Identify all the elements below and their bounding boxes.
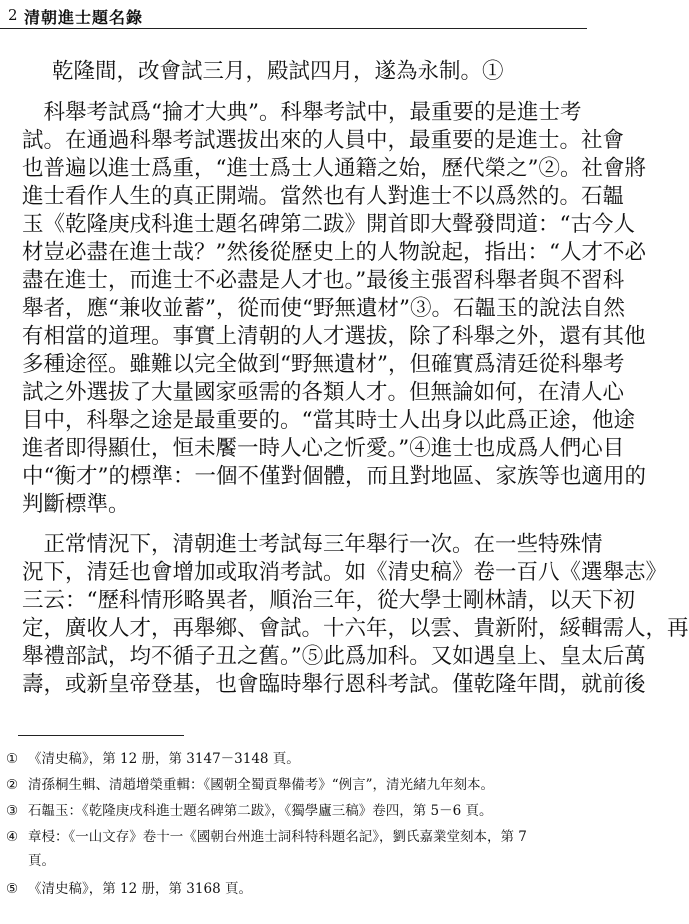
footnote bbox=[6, 776, 581, 794]
footnote-text: 《清史稿》，第 12 册，第 3147－3148 頁。 bbox=[28, 751, 300, 767]
body-line: 玉《乾隆庚戌科進士題名碑第二跋》開首即大聲發問道：“古今人 bbox=[22, 212, 635, 237]
page-number: 2 bbox=[8, 6, 18, 24]
footnote-text: 頁。 bbox=[28, 853, 55, 869]
footnote-mark: ① bbox=[6, 751, 19, 767]
body-line: 定，廣收人才，再舉鄉、會試。十六年，以雲、貴新附，綏輯需人，再 bbox=[22, 616, 689, 641]
body-line: 中“衡才”的標準：一個不僅對個體，而且對地區、家族等也適用的 bbox=[22, 464, 646, 489]
body-line: 進士看作人生的真正開端。當然也有人對進士不以爲然的。石韞 bbox=[22, 184, 625, 209]
footnote bbox=[6, 880, 581, 898]
footnote-mark: ⑤ bbox=[6, 881, 19, 897]
body-line: 試之外選拔了大量國家亟需的各類人才。但無論如何，在清人心 bbox=[22, 380, 625, 405]
body-line: 壽，或新皇帝登基，也會臨時舉行恩科考試。僅乾隆年間，就前後 bbox=[22, 672, 646, 697]
body-line: 科舉考試爲“掄才大典”。科舉考試中，最重要的是進士考 bbox=[22, 100, 582, 125]
body-line: 進者即得顯仕，恒未饜一時人心之忻愛。”④進士也成爲人們心目 bbox=[22, 436, 625, 461]
body-line: 目中，科舉之途是最重要的。“當其時士人出身以此爲正途，他途 bbox=[22, 408, 635, 433]
footnote bbox=[6, 802, 581, 820]
footnote bbox=[6, 828, 581, 846]
page-header bbox=[0, 2, 587, 29]
body-line: 材豈必盡在進士哉？”然後從歷史上的人物說起，指出：“人才不必 bbox=[22, 240, 646, 265]
footnote-text: 石韞玉：《乾隆庚戌科進士題名碑第二跋》，《獨學廬三稿》卷四，第 5－6 頁。 bbox=[28, 803, 493, 819]
footnote-mark: ③ bbox=[6, 803, 19, 819]
footnote-text: 清孫桐生輯、清趙增榮重輯：《國朝全蜀貢舉備考》“例言”，清光緒九年刻本。 bbox=[28, 777, 495, 793]
footnote-text: 章梫：《一山文存》卷十一《國朝台州進士詞科特科題名記》，劉氏嘉業堂刻本，第 7 bbox=[28, 829, 527, 845]
body-line: 正常情況下，清朝進士考試每三年舉行一次。在一些特殊情 bbox=[22, 532, 603, 557]
body-line: 三云：“歷科情形略異者，順治三年，從大學士剛林請，以天下初 bbox=[22, 588, 635, 613]
footnote bbox=[6, 852, 581, 870]
body-line: 多種途徑。雖難以完全做到“野無遺材”，但確實爲清廷從科舉考 bbox=[22, 352, 625, 377]
body-line: 乾隆間，改會試三月，殿試四月，遂為永制。① bbox=[52, 59, 504, 84]
body-line: 試。在通過科舉考試選拔出來的人員中，最重要的是進士。社會 bbox=[22, 128, 625, 153]
footnote-mark: ④ bbox=[6, 829, 19, 845]
body-line: 況下，清廷也會增加或取消考試。如《清史稿》卷一百八《選舉志》 bbox=[22, 560, 668, 585]
footnote-text: 《清史稿》，第 12 册，第 3168 頁。 bbox=[28, 881, 252, 897]
body-line: 有相當的道理。事實上清朝的人才選拔，除了科舉之外，還有其他 bbox=[22, 324, 646, 349]
running-title: 清朝進士題名錄 bbox=[24, 8, 144, 27]
footnote-mark: ② bbox=[6, 777, 19, 793]
footnote bbox=[6, 750, 581, 768]
footnote-divider bbox=[18, 735, 184, 736]
body-line: 舉者，應“兼收並蓄”，從而使“野無遺材”③。石韞玉的說法自然 bbox=[22, 296, 625, 321]
body-line: 盡在進士，而進士不必盡是人才也。”最後主張習科舉者與不習科 bbox=[22, 268, 625, 293]
body-line: 判斷標準。 bbox=[22, 492, 130, 517]
body-line: 舉禮部試，均不循子丑之舊。”⑤此爲加科。又如遇皇上、皇太后萬 bbox=[22, 644, 646, 669]
body-line: 也普遍以進士爲重，“進士爲士人通籍之始，歷代榮之”②。社會將 bbox=[22, 156, 646, 181]
